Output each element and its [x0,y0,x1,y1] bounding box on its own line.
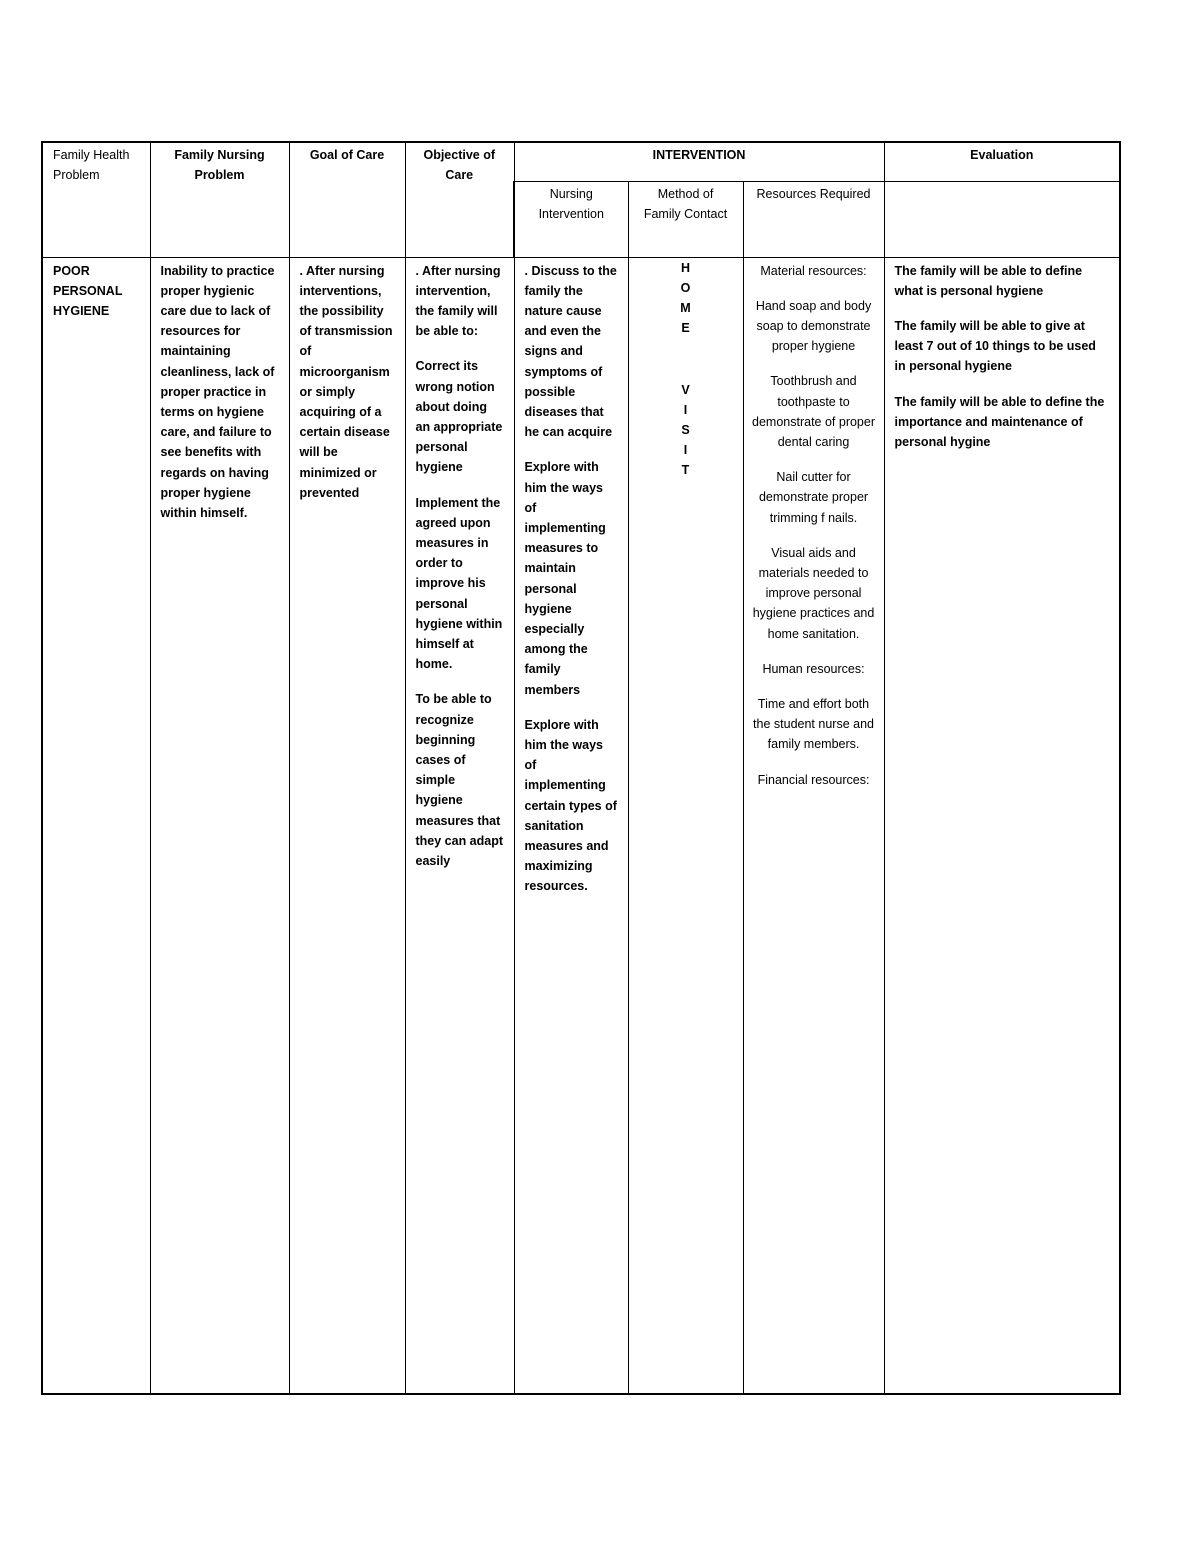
header-method-of-family-contact: Method of Family Contact [628,181,743,257]
home-visit-letter: I [683,443,688,458]
cell-method-of-family-contact [628,257,743,1394]
evaluation-item: The family will be able to define the importance and maintenance of personal hygine [894,394,1105,449]
cell-goal-of-care [289,257,405,1394]
header-row [42,142,1120,181]
objective-paragraph: Correct its wrong notion about doing an appropriate personal hygiene [415,359,503,475]
header-nursing-intervention: Nursing Intervention [514,181,628,257]
resource-item: Material resources: [760,263,867,278]
cell-objective-of-care [405,257,514,1394]
home-visit-gap [639,338,733,379]
header-evaluation-blank [884,181,1120,257]
intervention-paragraph: Explore with him the ways of implementing measures to maintain personal hygiene especially among the family members [524,460,606,697]
cell-resources-required [743,257,884,1394]
resource-item: Time and effort both the student nurse and family members. [753,696,874,752]
resource-item: Hand soap and body soap to demonstrate proper hygiene [755,298,872,354]
home-visit-letter: S [681,422,690,437]
home-visit-letter: H [680,260,691,275]
goal-of-care-text: . After nursing interventions, the possibility of transmission of microorganism or simply acquiring of a certain disease will be minimized or prevented [299,263,393,500]
evaluation-item: The family will be able to define what is personal hygiene [894,263,1083,298]
cell-nursing-intervention [514,257,628,1394]
header-intervention: INTERVENTION [514,142,884,181]
table-row [42,257,1120,1394]
nursing-care-plan-table [41,141,1121,1395]
home-visit-letter: I [683,402,688,417]
header-evaluation: Evaluation [884,142,1120,181]
objective-paragraph: . After nursing intervention, the family will be able to: [415,263,501,339]
resource-item: Visual aids and materials needed to improve personal hygiene practices and home sanitation. [752,545,875,641]
objective-paragraph: Implement the agreed upon measures in order to improve his personal hygiene within himself at home. [415,495,503,672]
intervention-paragraph: . Discuss to the family the nature cause and even the signs and symptoms of possible diseases that he can acquire [524,263,617,440]
home-visit-letter: O [680,280,691,295]
resource-item: Toothbrush and toothpaste to demonstrate of proper dental caring [752,374,876,449]
cell-family-nursing-problem [150,257,289,1394]
resource-item: Human resources: [762,661,865,676]
intervention-paragraph: Explore with him the ways of implementing certain types of sanitation measures and maximizing resources. [524,717,617,894]
home-visit-letter: V [681,382,690,397]
resource-item: Nail cutter for demonstrate proper trimming f nails. [758,470,869,525]
family-health-problem-text: POOR PERSONAL HYGIENE [53,263,123,318]
header-family-nursing-problem: Family Nursing Problem [150,142,289,257]
evaluation-item: The family will be able to give at least 7 out of 10 things to be used in personal hygiene [894,318,1096,374]
home-visit-letter: T [681,463,690,478]
resource-item: Financial resources: [757,772,870,787]
family-nursing-problem-text: Inability to practice proper hygienic care due to lack of resources for maintaining cleanliness, lack of proper practice in terms on hygiene care, and failure to see benefits with regards on having proper hygiene within himself. [160,263,275,520]
header-objective-of-care: Objective of Care [405,142,514,257]
cell-evaluation [884,257,1120,1394]
header-resources-required: Resources Required [743,181,884,257]
cell-family-health-problem [42,257,150,1394]
home-visit-letter: M [680,300,691,315]
home-visit-letter: E [681,321,690,336]
header-goal-of-care: Goal of Care [289,142,405,257]
header-family-health-problem: Family Health Problem [42,142,150,257]
objective-paragraph: To be able to recognize beginning cases of simple hygiene measures that they can adapt easily [415,692,504,868]
